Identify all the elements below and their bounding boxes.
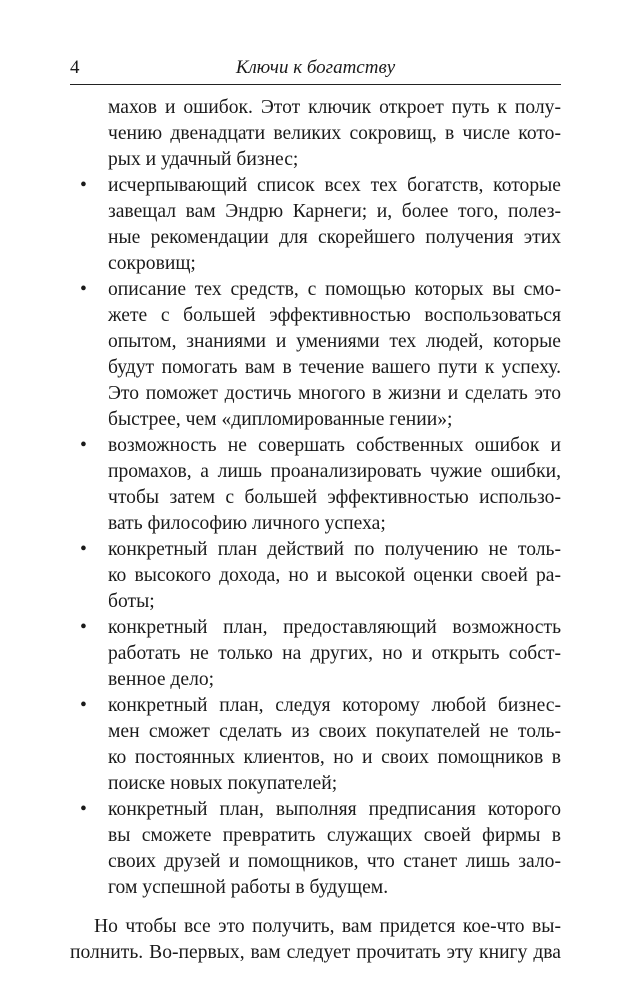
bullet-marker: • bbox=[80, 695, 87, 716]
text-line: ко высокого дохода, но и высокой оценки своей ра- bbox=[108, 565, 561, 586]
text-line: вы сможете превратить служащих своей фирмы в bbox=[108, 825, 561, 846]
page-header bbox=[70, 57, 561, 79]
bullet-marker: • bbox=[80, 539, 87, 560]
text-line: конкретный план, предоставляющий возможность bbox=[108, 617, 561, 638]
text-line: полнить. Во-первых, вам следует прочитать эту книгу два bbox=[70, 942, 561, 963]
text-line: венное дело; bbox=[108, 669, 215, 690]
text-line: конкретный план, следуя которому любой бизнес- bbox=[108, 695, 561, 716]
text-line: мен сможет сделать из своих покупателей не толь- bbox=[108, 721, 561, 742]
text-line: чению двенадцати великих сокровищ, в числе кото- bbox=[108, 123, 561, 144]
page-number: 4 bbox=[70, 57, 80, 78]
text-line: опытом, знаниями и умениями тех людей, которые bbox=[108, 331, 561, 352]
text-line: рых и удачный бизнес; bbox=[108, 149, 299, 170]
bullet-marker: • bbox=[80, 799, 87, 820]
header-rule bbox=[70, 84, 561, 85]
text-line: описание тех средств, с помощью которых вы смо- bbox=[108, 279, 561, 300]
text-line: работать не только на других, но и открыть собст- bbox=[108, 643, 561, 664]
text-line: исчерпывающий список всех тех богатств, которые bbox=[108, 175, 561, 196]
bullet-marker: • bbox=[80, 279, 87, 300]
bullet-marker: • bbox=[80, 175, 87, 196]
text-line: вать философию личного успеха; bbox=[108, 513, 386, 534]
bullet-marker: • bbox=[80, 435, 87, 456]
text-line: гом успешной работы в будущем. bbox=[108, 877, 389, 898]
text-line: махов и ошибок. Этот ключик откроет путь к полу- bbox=[108, 97, 561, 118]
text-line: завещал вам Эндрю Карнеги; и, более того, полез- bbox=[108, 201, 561, 222]
text-line: ко постоянных клиентов, но и своих помощников в bbox=[108, 747, 561, 768]
text-line: ные рекомендации для скорейшего получения этих bbox=[108, 227, 561, 248]
text-line: быстрее, чем «дипломированные гении»; bbox=[108, 409, 453, 430]
running-title: Ключи к богатству bbox=[235, 57, 396, 78]
text-line: конкретный план действий по получению не толь- bbox=[108, 539, 561, 560]
text-line: Это поможет достичь многого в жизни и сделать это bbox=[108, 383, 561, 404]
text-line: своих друзей и помощников, что станет лишь зало- bbox=[108, 851, 561, 872]
text-line: жете с большей эффективностью воспользоваться bbox=[108, 305, 561, 326]
text-line: сокровищ; bbox=[108, 253, 196, 274]
text-line: Но чтобы все это получить, вам придется кое-что вы- bbox=[94, 916, 561, 937]
text-line: боты; bbox=[108, 591, 155, 612]
text-line: конкретный план, выполняя предписания которого bbox=[108, 799, 561, 820]
bullet-marker: • bbox=[80, 617, 87, 638]
text-line: поиске новых покупателей; bbox=[108, 773, 338, 794]
text-line: промахов, а лишь проанализировать чужие ошибки, bbox=[108, 461, 561, 482]
text-line: возможность не совершать собственных ошибок и bbox=[108, 435, 561, 456]
text-line: чтобы затем с большей эффективностью использо- bbox=[108, 487, 561, 508]
text-line: будут помогать вам в течение вашего пути к успеху. bbox=[108, 357, 561, 378]
